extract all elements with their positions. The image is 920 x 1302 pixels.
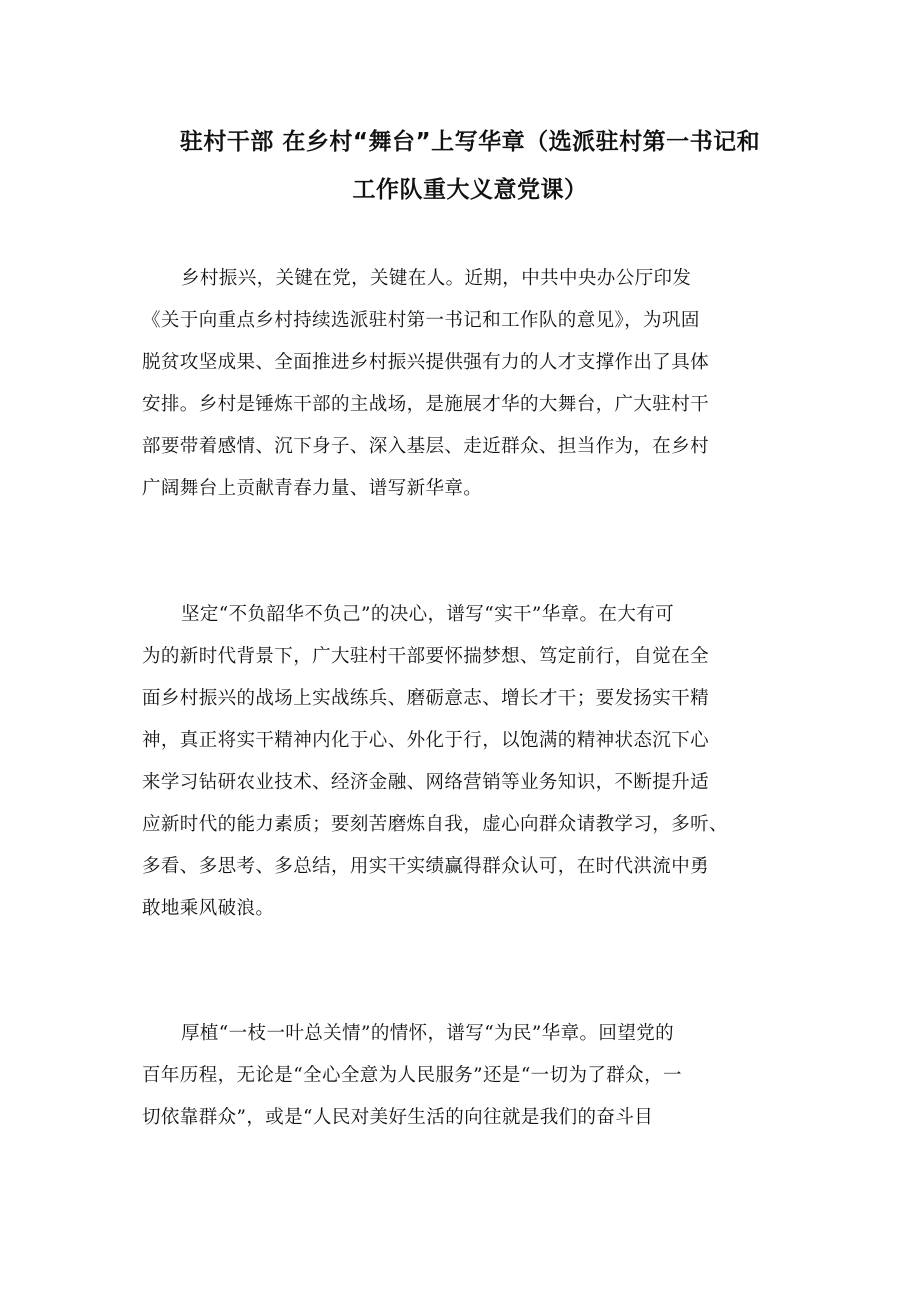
text-line: 部要带着感情、沉下身子、深入基层、走近群众、担当作为，在乡村 <box>142 436 710 457</box>
text-line: 多看、多思考、多总结，用实干实绩赢得群众认可，在时代洪流中勇 <box>142 856 710 877</box>
text-line: 应新时代的能力素质；要刻苦磨炼自我，虚心向群众请教学习，多听、 <box>142 814 728 835</box>
text-line: 厚植“一枝一叶总关情”的情怀，谱写“为民”华章。回望党的 <box>181 1023 675 1044</box>
text-line: 乡村振兴，关键在党，关键在人。近期，中共中央办公厅印发 <box>181 268 692 289</box>
paragraph-intro <box>142 258 782 510</box>
text-line: 来学习钻研农业技术、经济金融、网络营销等业务知识，不断提升适 <box>142 772 710 793</box>
text-line: 神，真正将实干精神内化于心、外化于行，以饱满的精神状态沉下心 <box>142 730 710 751</box>
paragraph-weimin <box>142 1013 782 1139</box>
text-line: 坚定“不负韶华不负己”的决心，谱写“实干”华章。在大有可 <box>181 604 675 625</box>
title-line: 驻村干部 在乡村“舞台”上写华章（选派驻村第一书记和 <box>179 129 761 155</box>
text-line: 广阔舞台上贡献青春力量、谱写新华章。 <box>142 478 483 499</box>
text-line: 敢地乘风破浪。 <box>142 898 275 919</box>
text-line: 百年历程，无论是“全心全意为人民服务”还是“一切为了群众，一 <box>142 1065 682 1086</box>
text-line: 安排。乡村是锤炼干部的主战场，是施展才华的大舞台，广大驻村干 <box>142 394 710 415</box>
text-line: 切依靠群众”，或是“人民对美好生活的向往就是我们的奋斗目 <box>142 1107 654 1128</box>
text-line: 为的新时代背景下，广大驻村干部要怀揣梦想、笃定前行，自觉在全 <box>142 646 710 667</box>
paragraph-shigan <box>142 594 782 930</box>
text-line: 《关于向重点乡村持续选派驻村第一书记和工作队的意见》，为巩固 <box>142 310 700 331</box>
document-title <box>140 118 800 214</box>
text-line: 面乡村振兴的战场上实战练兵、磨砺意志、增长才干；要发扬实干精 <box>142 688 710 709</box>
title-line: 工作队重大义意党课） <box>352 177 588 203</box>
text-line: 脱贫攻坚成果、全面推进乡村振兴提供强有力的人才支撑作出了具体 <box>142 352 710 373</box>
